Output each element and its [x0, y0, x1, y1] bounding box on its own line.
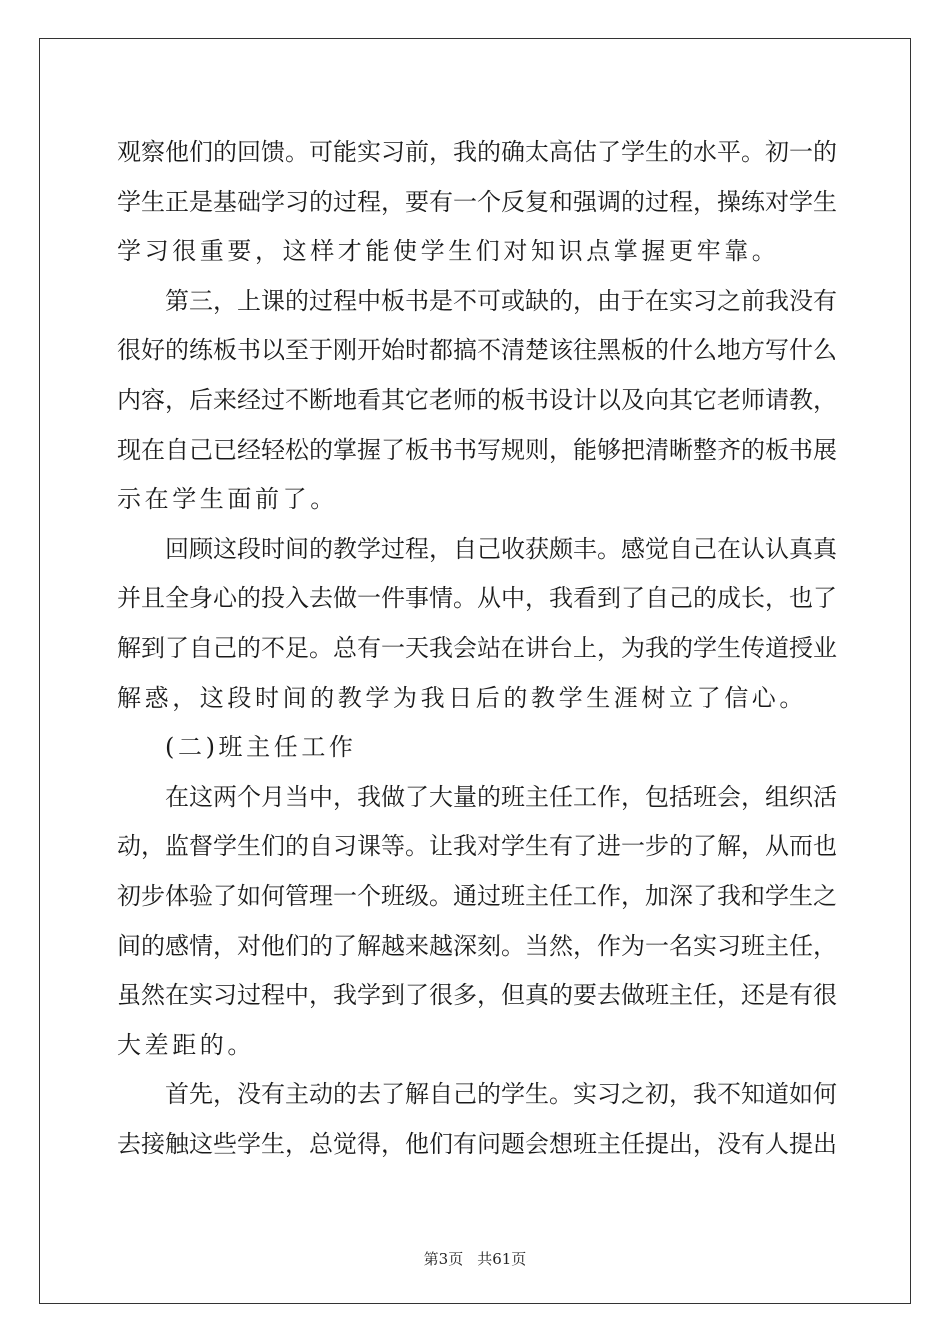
page-number: 第3页: [423, 1250, 464, 1268]
paragraph-start-line: 首先，没有主动的去了解自己的学生。实习之初，我不知道如何: [165, 1080, 837, 1109]
text-line: 观察他们的回馈。可能实习前，我的确太高估了学生的水平。初一的: [117, 138, 837, 166]
paragraph-start-line: 第三，上课的过程中板书是不可或缺的，由于在实习之前我没有: [165, 286, 837, 315]
document-body: [117, 128, 837, 1169]
text-line: 学习很重要，这样才能使学生们对知识点掌握更牢靠。: [117, 237, 780, 266]
text-line: 解惑，这段时间的教学为我日后的教学生涯树立了信心。: [117, 683, 807, 712]
paragraph-start-line: 在这两个月当中，我做了大量的班主任工作，包括班会，组织活: [165, 782, 837, 811]
text-line: 内容，后来经过不断地看其它老师的板书设计以及向其它老师请教，: [117, 385, 837, 414]
text-line: 并且全身心的投入去做一件事情。从中，我看到了自己的成长，也了: [117, 584, 837, 613]
text-line: 示在学生面前了。: [117, 485, 338, 514]
text-line: 虽然在实习过程中，我学到了很多，但真的要去做班主任，还是有很: [117, 981, 837, 1010]
text-line: 间的感情，对他们的了解越来越深刻。当然，作为一名实习班主任，: [117, 931, 837, 960]
text-line: 动，监督学生们的自习课等。让我对学生有了进一步的了解，从而也: [117, 832, 837, 861]
text-line: 学生正是基础学习的过程，要有一个反复和强调的过程，操练对学生: [117, 187, 837, 216]
text-line: 很好的练板书以至于刚开始时都搞不清楚该往黑板的什么地方写什么: [117, 336, 837, 365]
text-line: 现在自己已经轻松的掌握了板书书写规则，能够把清晰整齐的板书展: [117, 435, 837, 464]
paragraph-start-line: 回顾这段时间的教学过程，自己收获颇丰。感觉自己在认认真真: [165, 534, 837, 563]
page-footer: [0, 1248, 950, 1269]
text-line: 初步体验了如何管理一个班级。通过班主任工作，加深了我和学生之: [117, 881, 837, 910]
text-line: 大差距的。: [117, 1030, 255, 1059]
text-line: 去接触这些学生，总觉得，他们有问题会想班主任提出，没有人提出: [117, 1129, 837, 1158]
section-heading: (二)班主任工作: [165, 733, 357, 762]
text-line: 解到了自己的不足。总有一天我会站在讲台上，为我的学生传道授业: [117, 633, 837, 662]
page-total: 共61页: [477, 1250, 527, 1268]
